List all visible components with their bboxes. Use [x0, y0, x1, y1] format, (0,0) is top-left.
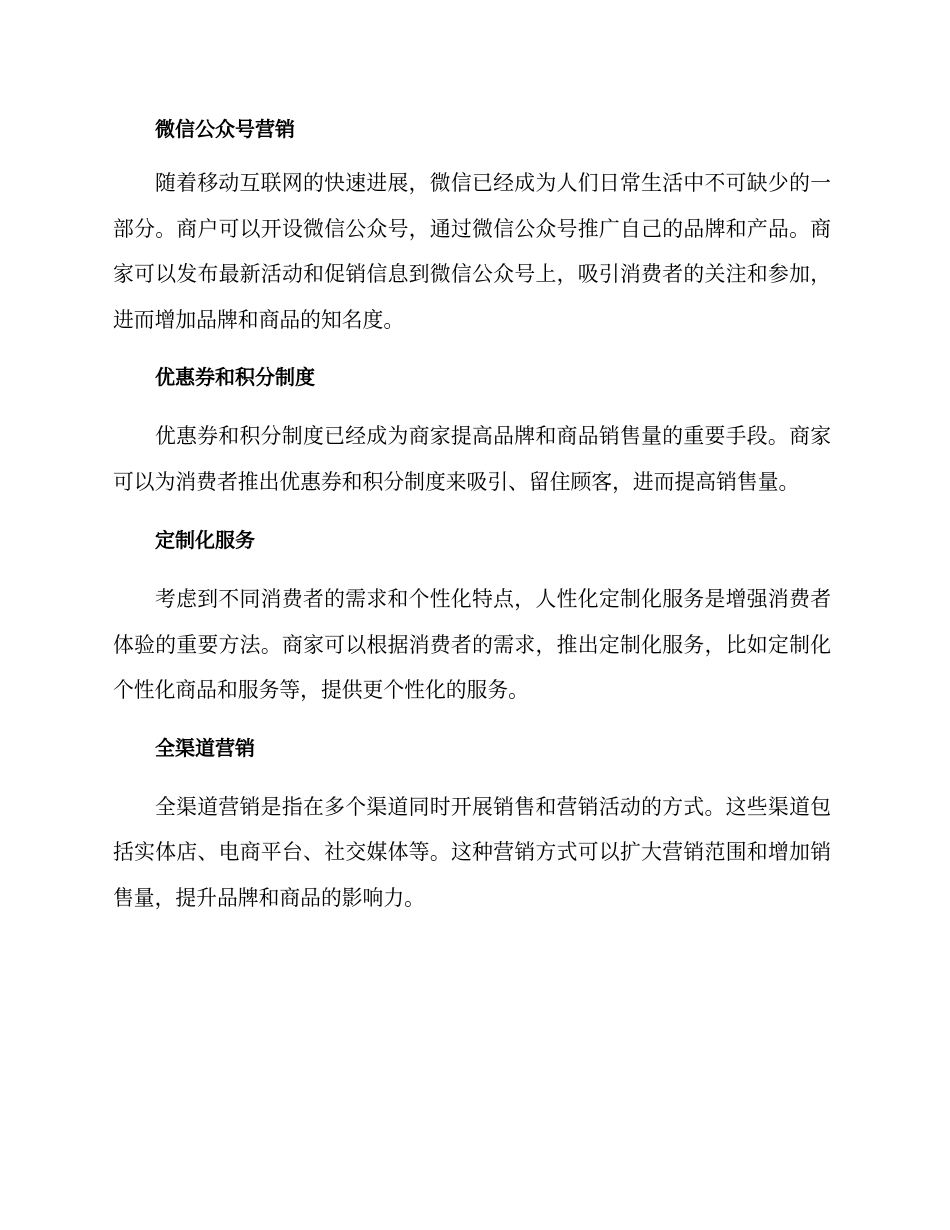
section-omnichannel-marketing: [113, 731, 831, 922]
section-paragraph: 全渠道营销是指在多个渠道同时开展销售和营销活动的方式。这些渠道包括实体店、电商平台、社交媒体等。这种营销方式可以扩大营销范围和增加销售量，提升品牌和商品的影响力。: [113, 794, 831, 910]
section-heading: 微信公众号营销: [155, 117, 295, 141]
document-page: [113, 112, 831, 921]
section-paragraph: 随着移动互联网的快速进展，微信已经成为人们日常生活中不可缺少的一部分。商户可以开设微信公众号，通过微信公众号推广自己的品牌和产品。商家可以发布最新活动和促销信息到微信公众号上，吸引消费者的关注和参加，进而增加品牌和商品的知名度。: [113, 171, 831, 332]
section-customized-service: [113, 523, 831, 714]
section-wechat-marketing: [113, 112, 831, 343]
section-paragraph: 优惠券和积分制度已经成为商家提高品牌和商品销售量的重要手段。商家可以为消费者推出优惠券和积分制度来吸引、留住顾客，进而提高销售量。: [113, 424, 831, 494]
section-heading: 全渠道营销: [155, 735, 255, 760]
section-paragraph: 考虑到不同消费者的需求和个性化特点，人性化定制化服务是增强消费者体验的重要方法。商家可以根据消费者的需求，推出定制化服务，比如定制化个性化商品和服务等，提供更个性化的服务。: [113, 587, 831, 702]
section-heading: 优惠券和积分制度: [155, 365, 315, 389]
section-coupons-points: [113, 360, 831, 505]
section-heading: 定制化服务: [155, 528, 255, 552]
